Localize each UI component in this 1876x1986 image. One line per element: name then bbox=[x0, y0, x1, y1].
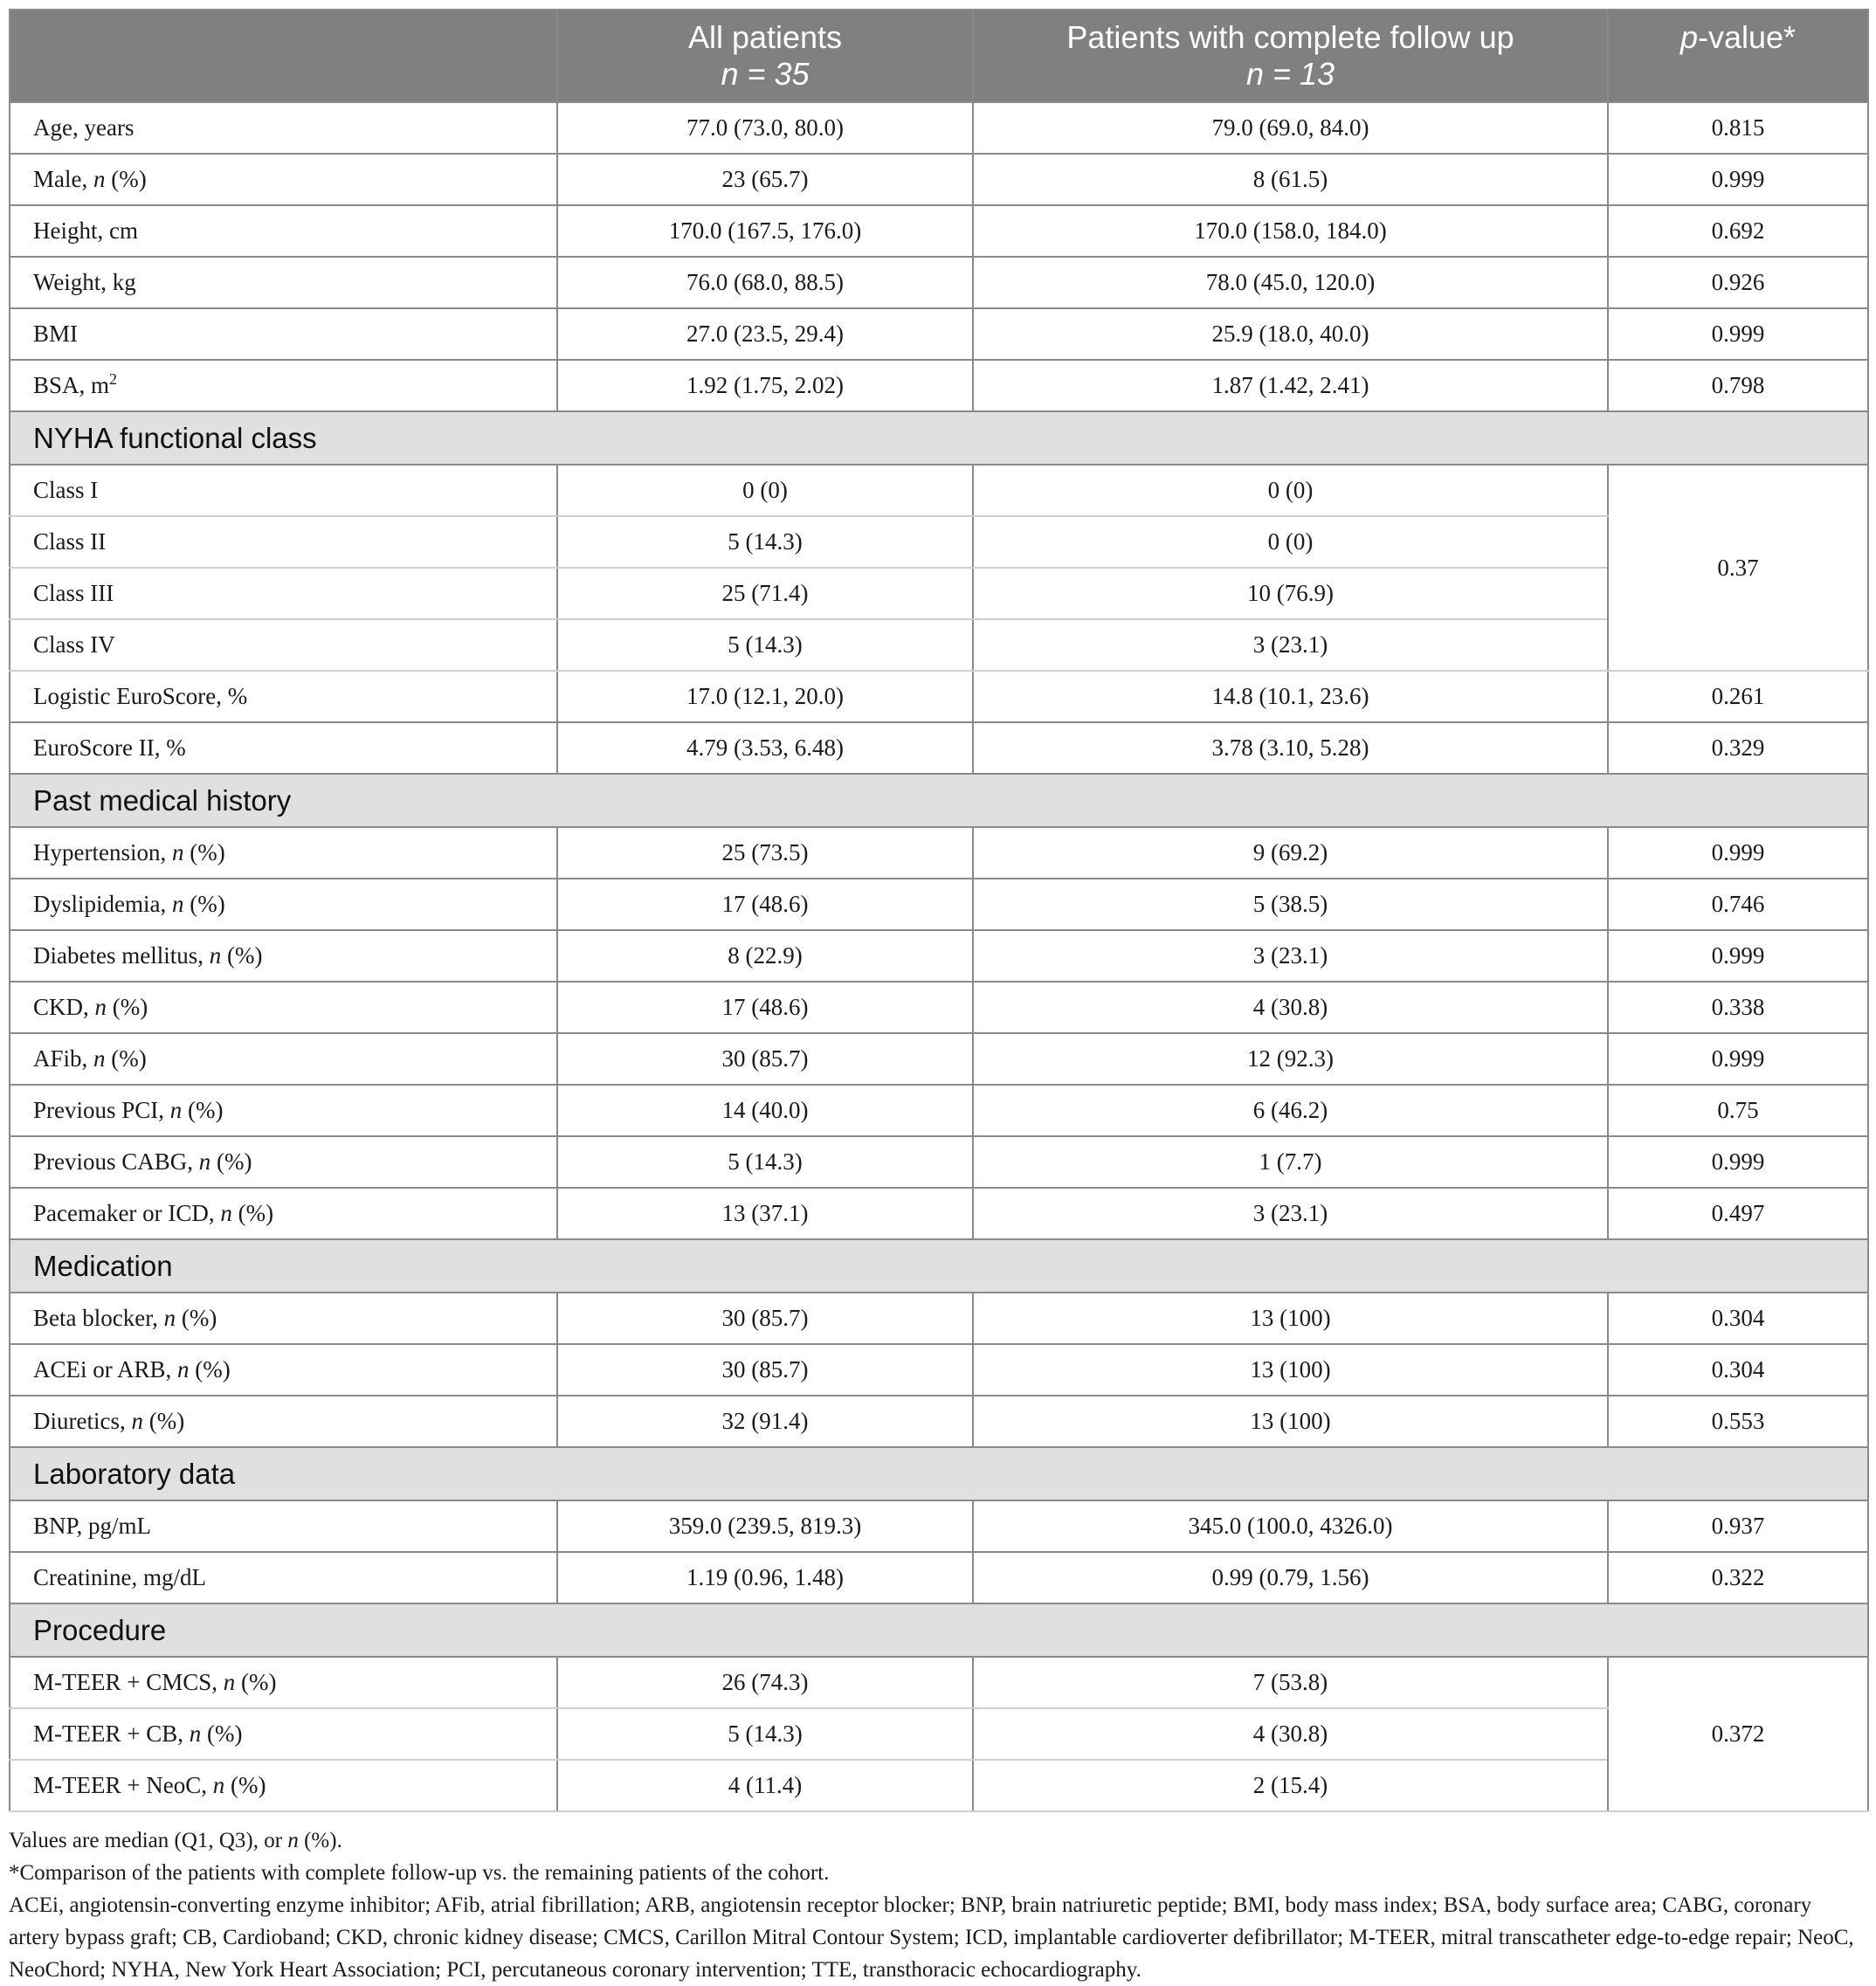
row-label-text: BMI bbox=[33, 321, 79, 347]
table-row bbox=[10, 465, 1868, 516]
row-label-text: Pacemaker or ICD, bbox=[33, 1200, 221, 1226]
row-label-text: Class IV bbox=[33, 631, 115, 658]
cell-p-value: 0.329 bbox=[1608, 722, 1868, 774]
row-label bbox=[10, 1708, 557, 1760]
row-label-text: CKD, bbox=[33, 994, 95, 1020]
table-row bbox=[10, 1396, 1868, 1447]
row-label-n: n bbox=[93, 166, 106, 192]
cell-all-patients: 17 (48.6) bbox=[557, 879, 973, 930]
cell-followup-patients: 3 (23.1) bbox=[973, 930, 1608, 982]
cell-p-value: 0.746 bbox=[1608, 879, 1868, 930]
cell-p-value: 0.815 bbox=[1608, 102, 1868, 154]
table-row bbox=[10, 1344, 1868, 1396]
section-header-row bbox=[10, 774, 1868, 827]
row-label-text: Diabetes mellitus, bbox=[33, 942, 210, 969]
cell-all-patients: 17.0 (12.1, 20.0) bbox=[557, 671, 973, 722]
row-label-n: n bbox=[171, 891, 184, 917]
row-label-text: BSA, m bbox=[33, 372, 110, 398]
cell-p-value: 0.553 bbox=[1608, 1396, 1868, 1447]
row-label bbox=[10, 1657, 557, 1708]
row-label-tail: (%) bbox=[183, 891, 225, 917]
row-label-text: M-TEER + NeoC, bbox=[33, 1772, 213, 1798]
table-row bbox=[10, 360, 1868, 411]
row-label-tail: (%) bbox=[105, 1045, 147, 1072]
header-all-patients-title: All patients bbox=[687, 19, 843, 55]
row-label bbox=[10, 1760, 557, 1811]
footnote-values bbox=[9, 1824, 1867, 1857]
row-label-tail: (%) bbox=[142, 1408, 185, 1434]
header-label-column bbox=[10, 10, 557, 102]
cell-all-patients: 0 (0) bbox=[557, 465, 973, 516]
row-label bbox=[10, 671, 557, 722]
row-label-text: Beta blocker, bbox=[33, 1305, 164, 1331]
row-label-n: n bbox=[94, 994, 107, 1020]
table-row bbox=[10, 1552, 1868, 1603]
row-label-n: n bbox=[212, 1772, 225, 1798]
row-label-tail: (%) bbox=[231, 1200, 274, 1226]
section-title: Procedure bbox=[10, 1603, 1868, 1657]
cell-all-patients: 1.19 (0.96, 1.48) bbox=[557, 1552, 973, 1603]
table-row bbox=[10, 1500, 1868, 1552]
section-title: Past medical history bbox=[10, 774, 1868, 827]
row-label bbox=[10, 205, 557, 257]
row-label bbox=[10, 308, 557, 360]
row-label bbox=[10, 619, 557, 671]
cell-p-value: 0.304 bbox=[1608, 1293, 1868, 1344]
cell-followup-patients: 3 (23.1) bbox=[973, 1188, 1608, 1239]
table-row bbox=[10, 568, 1868, 619]
row-label-tail: (%) bbox=[201, 1721, 243, 1747]
cell-p-value: 0.338 bbox=[1608, 982, 1868, 1033]
cell-all-patients: 23 (65.7) bbox=[557, 154, 973, 205]
cell-followup-patients: 9 (69.2) bbox=[973, 827, 1608, 879]
row-label-text: Hypertension, bbox=[33, 839, 172, 865]
row-label-tail: (%) bbox=[189, 1356, 231, 1383]
cell-all-patients: 14 (40.0) bbox=[557, 1085, 973, 1136]
cell-p-value: 0.37 bbox=[1608, 465, 1868, 671]
cell-p-value: 0.692 bbox=[1608, 205, 1868, 257]
cell-followup-patients: 3.78 (3.10, 5.28) bbox=[973, 722, 1608, 774]
table-row bbox=[10, 879, 1868, 930]
row-label bbox=[10, 1344, 557, 1396]
row-label bbox=[10, 982, 557, 1033]
row-label-tail: (%) bbox=[210, 1148, 252, 1175]
table-row bbox=[10, 1293, 1868, 1344]
cell-followup-patients: 25.9 (18.0, 40.0) bbox=[973, 308, 1608, 360]
cell-followup-patients: 7 (53.8) bbox=[973, 1657, 1608, 1708]
cell-all-patients: 13 (37.1) bbox=[557, 1188, 973, 1239]
cell-followup-patients: 4 (30.8) bbox=[973, 982, 1608, 1033]
table-row bbox=[10, 257, 1868, 308]
patient-characteristics-table bbox=[9, 9, 1869, 1812]
row-label-text: AFib, bbox=[33, 1045, 94, 1072]
row-label bbox=[10, 1085, 557, 1136]
row-label bbox=[10, 930, 557, 982]
cell-all-patients: 77.0 (73.0, 80.0) bbox=[557, 102, 973, 154]
row-label bbox=[10, 102, 557, 154]
header-p-value bbox=[1608, 10, 1868, 102]
table-row bbox=[10, 722, 1868, 774]
table-row bbox=[10, 1188, 1868, 1239]
footnote-values-n: n bbox=[287, 1829, 299, 1852]
row-label-n: n bbox=[177, 1356, 190, 1383]
cell-p-value: 0.999 bbox=[1608, 1136, 1868, 1188]
row-label-text: Diuretics, bbox=[33, 1408, 132, 1434]
row-label-n: n bbox=[189, 1721, 202, 1747]
header-followup-n: n = 13 bbox=[1245, 56, 1335, 92]
cell-followup-patients: 78.0 (45.0, 120.0) bbox=[973, 257, 1608, 308]
row-label bbox=[10, 154, 557, 205]
cell-followup-patients: 0 (0) bbox=[973, 516, 1608, 568]
section-title: Medication bbox=[10, 1239, 1868, 1293]
table-row bbox=[10, 930, 1868, 982]
cell-all-patients: 1.92 (1.75, 2.02) bbox=[557, 360, 973, 411]
footnote-comparison: *Comparison of the patients with complete follow-up vs. the remaining patients of the cohort. bbox=[9, 1861, 830, 1885]
cell-followup-patients: 6 (46.2) bbox=[973, 1085, 1608, 1136]
header-followup-patients bbox=[973, 10, 1608, 102]
cell-followup-patients: 170.0 (158.0, 184.0) bbox=[973, 205, 1608, 257]
row-label-n: n bbox=[131, 1408, 143, 1434]
cell-all-patients: 8 (22.9) bbox=[557, 930, 973, 982]
cell-p-value: 0.304 bbox=[1608, 1344, 1868, 1396]
row-label-tail: (%) bbox=[221, 942, 263, 969]
row-label-text: Male, bbox=[33, 166, 93, 192]
row-label-superscript: 2 bbox=[109, 370, 118, 388]
cell-all-patients: 30 (85.7) bbox=[557, 1033, 973, 1085]
row-label-n: n bbox=[220, 1200, 232, 1226]
cell-followup-patients: 13 (100) bbox=[973, 1344, 1608, 1396]
section-header-row bbox=[10, 1447, 1868, 1500]
row-label-text: EuroScore II, % bbox=[33, 734, 186, 761]
table-row bbox=[10, 154, 1868, 205]
cell-p-value: 0.75 bbox=[1608, 1085, 1868, 1136]
row-label-n: n bbox=[198, 1148, 211, 1175]
cell-followup-patients: 10 (76.9) bbox=[973, 568, 1608, 619]
section-title: NYHA functional class bbox=[10, 411, 1868, 465]
row-label-text: Class III bbox=[33, 580, 114, 606]
cell-all-patients: 27.0 (23.5, 29.4) bbox=[557, 308, 973, 360]
row-label-n: n bbox=[171, 839, 184, 865]
row-label-tail: (%) bbox=[105, 166, 147, 192]
table-row bbox=[10, 827, 1868, 879]
table-container bbox=[9, 9, 1867, 1986]
cell-all-patients: 5 (14.3) bbox=[557, 619, 973, 671]
cell-p-value: 0.999 bbox=[1608, 308, 1868, 360]
cell-all-patients: 17 (48.6) bbox=[557, 982, 973, 1033]
row-label-text: Height, cm bbox=[33, 217, 138, 244]
cell-followup-patients: 3 (23.1) bbox=[973, 619, 1608, 671]
row-label-tail: (%) bbox=[183, 839, 225, 865]
cell-p-value: 0.999 bbox=[1608, 1033, 1868, 1085]
row-label-text: Dyslipidemia, bbox=[33, 891, 172, 917]
row-label bbox=[10, 257, 557, 308]
cell-followup-patients: 1.87 (1.42, 2.41) bbox=[973, 360, 1608, 411]
table-row bbox=[10, 205, 1868, 257]
row-label-text: Logistic EuroScore, % bbox=[33, 683, 248, 709]
section-title: Laboratory data bbox=[10, 1447, 1868, 1500]
row-label-text: Class II bbox=[33, 528, 107, 555]
cell-all-patients: 26 (74.3) bbox=[557, 1657, 973, 1708]
cell-p-value: 0.937 bbox=[1608, 1500, 1868, 1552]
row-label bbox=[10, 1136, 557, 1188]
row-label-n: n bbox=[223, 1669, 236, 1695]
row-label-tail: (%) bbox=[107, 994, 148, 1020]
cell-all-patients: 30 (85.7) bbox=[557, 1344, 973, 1396]
cell-all-patients: 76.0 (68.0, 88.5) bbox=[557, 257, 973, 308]
row-label-text: Age, years bbox=[33, 114, 134, 141]
table-row bbox=[10, 1657, 1868, 1708]
cell-p-value: 0.261 bbox=[1608, 671, 1868, 722]
cell-p-value: 0.372 bbox=[1608, 1657, 1868, 1811]
row-label bbox=[10, 722, 557, 774]
row-label-text: BNP, pg/mL bbox=[33, 1513, 152, 1539]
cell-all-patients: 170.0 (167.5, 176.0) bbox=[557, 205, 973, 257]
row-label-n: n bbox=[163, 1305, 176, 1331]
row-label-n: n bbox=[93, 1045, 106, 1072]
cell-all-patients: 25 (73.5) bbox=[557, 827, 973, 879]
cell-followup-patients: 1 (7.7) bbox=[973, 1136, 1608, 1188]
table-row bbox=[10, 1136, 1868, 1188]
cell-followup-patients: 13 (100) bbox=[973, 1293, 1608, 1344]
row-label-tail: (%) bbox=[176, 1305, 217, 1331]
cell-followup-patients: 5 (38.5) bbox=[973, 879, 1608, 930]
row-label bbox=[10, 360, 557, 411]
row-label bbox=[10, 1500, 557, 1552]
row-label-n: n bbox=[169, 1097, 183, 1123]
table-row bbox=[10, 1085, 1868, 1136]
cell-p-value: 0.926 bbox=[1608, 257, 1868, 308]
cell-all-patients: 32 (91.4) bbox=[557, 1396, 973, 1447]
row-label bbox=[10, 1033, 557, 1085]
row-label-text: Previous PCI, bbox=[33, 1097, 170, 1123]
table-row bbox=[10, 1033, 1868, 1085]
row-label bbox=[10, 1188, 557, 1239]
section-header-row bbox=[10, 411, 1868, 465]
cell-p-value: 0.322 bbox=[1608, 1552, 1868, 1603]
row-label-tail: (%) bbox=[224, 1772, 266, 1798]
table-row bbox=[10, 1760, 1868, 1811]
row-label-text: M-TEER + CB, bbox=[33, 1721, 190, 1747]
footnote-abbreviations: ACEi, angiotensin-converting enzyme inhibitor; AFib, atrial fibrillation; ARB, angiotensin receptor blocker; BNP, brain natriuretic peptide; BMI, body mass index; BSA, body surface area; CABG, coronary artery bypass graft; CB, Cardioband; CKD, chronic kidney disease; CMCS, Carillon Mitral Contour System; ICD, implantable cardioverter defibrillator; M-TEER, mitral transcatheter edge-to-edge repair; NeoC, NeoChord; NYHA, New York Heart Association; PCI, percutaneous coronary intervention; TTE, transthoracic echocardiography. bbox=[9, 1893, 1854, 1982]
table-footnotes bbox=[9, 1824, 1867, 1986]
cell-followup-patients: 345.0 (100.0, 4326.0) bbox=[973, 1500, 1608, 1552]
row-label bbox=[10, 1396, 557, 1447]
row-label-text: ACEi or ARB, bbox=[33, 1356, 178, 1383]
cell-all-patients: 4 (11.4) bbox=[557, 1760, 973, 1811]
row-label bbox=[10, 568, 557, 619]
cell-followup-patients: 13 (100) bbox=[973, 1396, 1608, 1447]
row-label-text: M-TEER + CMCS, bbox=[33, 1669, 224, 1695]
cell-p-value: 0.999 bbox=[1608, 154, 1868, 205]
cell-p-value: 0.999 bbox=[1608, 827, 1868, 879]
header-p-rest: -value* bbox=[1697, 19, 1797, 55]
row-label-tail: (%) bbox=[182, 1097, 224, 1123]
footnote-values-pre: Values are median (Q1, Q3), or bbox=[9, 1829, 288, 1852]
cell-followup-patients: 12 (92.3) bbox=[973, 1033, 1608, 1085]
table-body bbox=[10, 102, 1868, 1811]
cell-followup-patients: 2 (15.4) bbox=[973, 1760, 1608, 1811]
cell-all-patients: 5 (14.3) bbox=[557, 516, 973, 568]
cell-followup-patients: 79.0 (69.0, 84.0) bbox=[973, 102, 1608, 154]
section-header-row bbox=[10, 1603, 1868, 1657]
row-label-text: Previous CABG, bbox=[33, 1148, 199, 1175]
section-header-row bbox=[10, 1239, 1868, 1293]
header-all-patients bbox=[557, 10, 973, 102]
row-label bbox=[10, 879, 557, 930]
cell-followup-patients: 0 (0) bbox=[973, 465, 1608, 516]
table-row bbox=[10, 671, 1868, 722]
cell-followup-patients: 4 (30.8) bbox=[973, 1708, 1608, 1760]
row-label-n: n bbox=[209, 942, 222, 969]
cell-all-patients: 4.79 (3.53, 6.48) bbox=[557, 722, 973, 774]
cell-p-value: 0.999 bbox=[1608, 930, 1868, 982]
row-label bbox=[10, 465, 557, 516]
table-row bbox=[10, 308, 1868, 360]
table-row bbox=[10, 982, 1868, 1033]
header-p-italic: p bbox=[1679, 19, 1698, 55]
row-label-tail: (%) bbox=[235, 1669, 277, 1695]
table-row bbox=[10, 516, 1868, 568]
row-label bbox=[10, 1293, 557, 1344]
row-label-text: Weight, kg bbox=[33, 269, 136, 295]
cell-all-patients: 5 (14.3) bbox=[557, 1136, 973, 1188]
cell-followup-patients: 14.8 (10.1, 23.6) bbox=[973, 671, 1608, 722]
cell-followup-patients: 8 (61.5) bbox=[973, 154, 1608, 205]
cell-followup-patients: 0.99 (0.79, 1.56) bbox=[973, 1552, 1608, 1603]
footnote-values-post: (%). bbox=[298, 1829, 342, 1852]
cell-p-value: 0.798 bbox=[1608, 360, 1868, 411]
cell-all-patients: 30 (85.7) bbox=[557, 1293, 973, 1344]
row-label bbox=[10, 516, 557, 568]
table-row bbox=[10, 1708, 1868, 1760]
cell-all-patients: 359.0 (239.5, 819.3) bbox=[557, 1500, 973, 1552]
row-label bbox=[10, 1552, 557, 1603]
cell-p-value: 0.497 bbox=[1608, 1188, 1868, 1239]
cell-all-patients: 25 (71.4) bbox=[557, 568, 973, 619]
header-row bbox=[10, 10, 1868, 102]
cell-all-patients: 5 (14.3) bbox=[557, 1708, 973, 1760]
table-row bbox=[10, 102, 1868, 154]
table-row bbox=[10, 619, 1868, 671]
header-followup-title: Patients with complete follow up bbox=[1066, 19, 1514, 55]
row-label bbox=[10, 827, 557, 879]
row-label-text: Class I bbox=[33, 477, 99, 503]
row-label-text: Creatinine, mg/dL bbox=[33, 1564, 206, 1590]
header-all-patients-n: n = 35 bbox=[721, 56, 810, 92]
